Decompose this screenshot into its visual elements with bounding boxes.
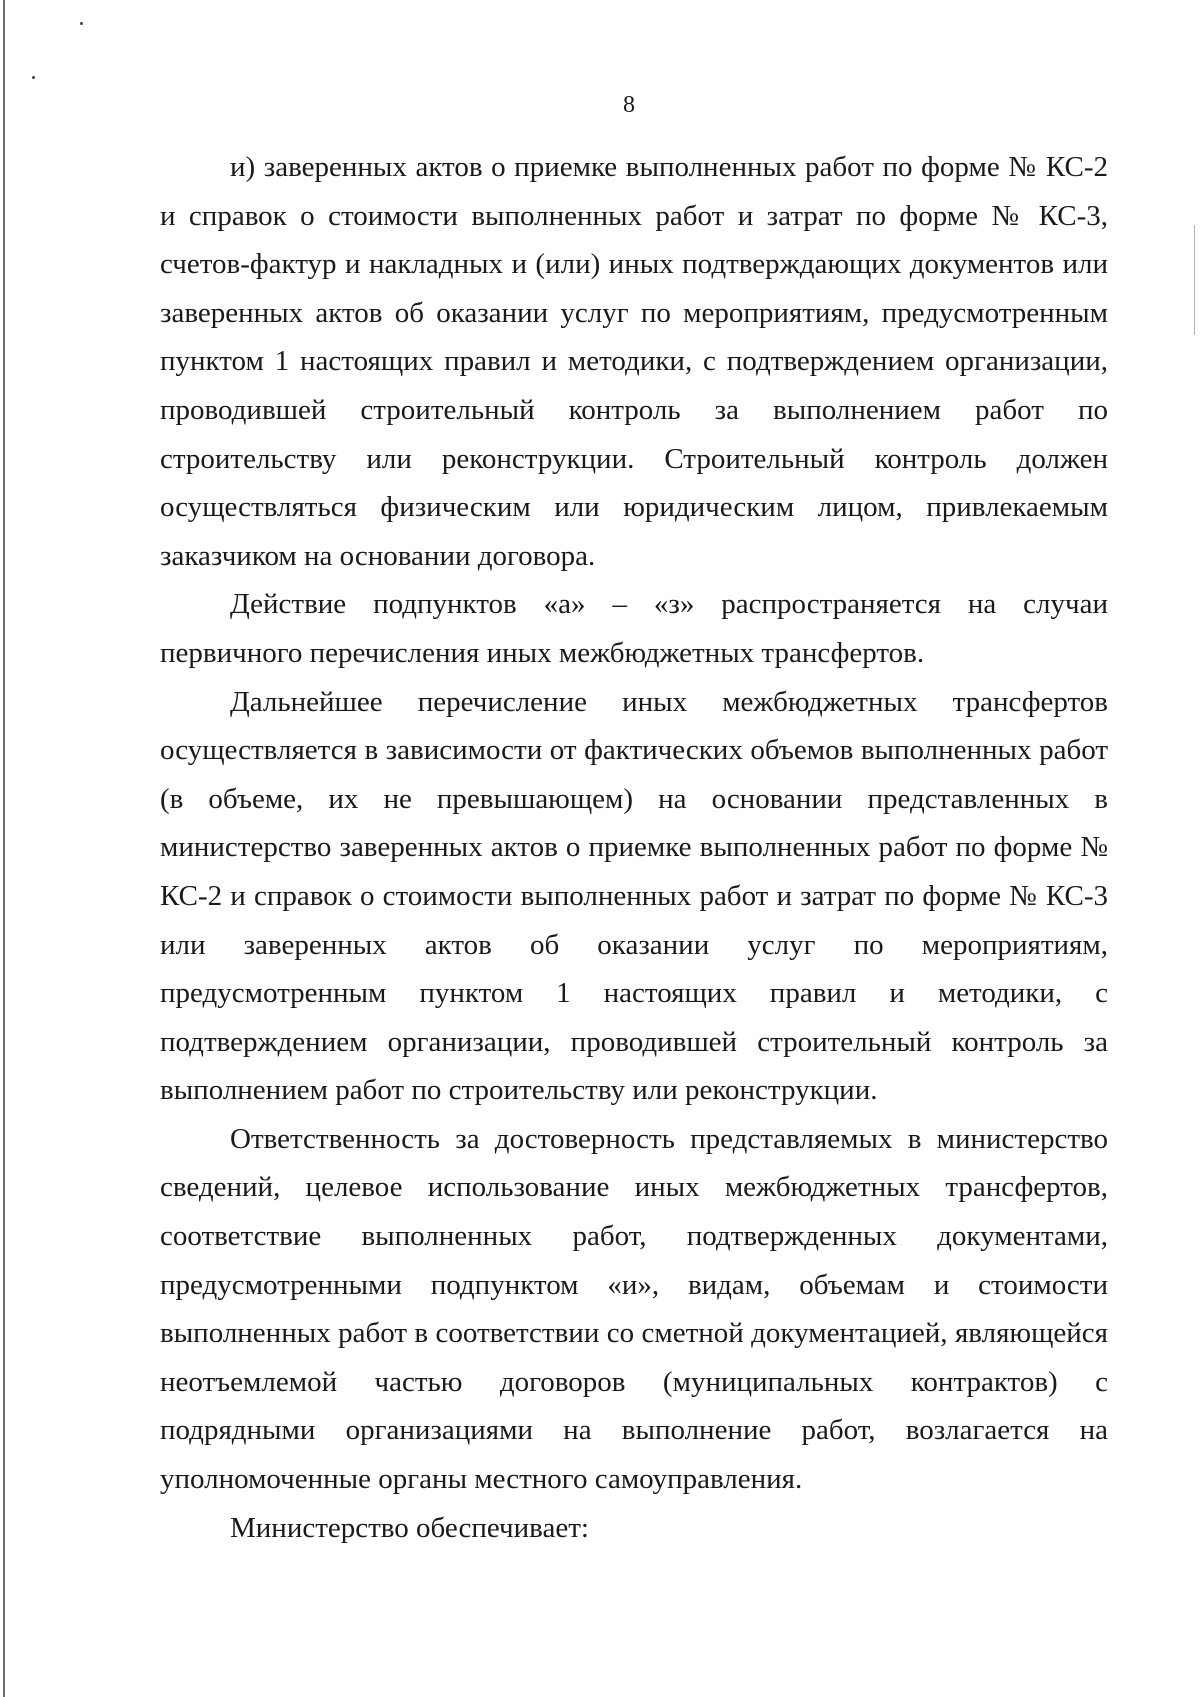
paragraph: Министерство обеспечивает: [230, 1511, 589, 1544]
scan-speck [80, 22, 83, 25]
page-number: 8 [623, 92, 635, 118]
paragraph: и) заверенных актов о приемке выполненных работ по форме № КС-2 и справок о стоимости выполненных работ и затрат по форме № КС-3, счетов-фактур и накладных и (или) иных подтверждающих документов или заверенных актов об оказании услуг по мероприятиям, предусмотренным пунктом 1 настоящих правил и методики, с подтверждением организации, проводившей строительный контроль за выполнением работ по строительству или реконструкции. Строительный контроль должен осуществляться физическим или юридическим лицом, привлекаемым заказчиком на основании договора. [160, 151, 1108, 572]
scan-edge-left [3, 0, 5, 1697]
scan-edge-right [1194, 225, 1195, 335]
scan-speck [32, 76, 35, 79]
paragraph: Ответственность за достоверность представляемых в министерство сведений, целевое использование иных межбюджетных трансфертов, соответствие выполненных работ, подтвержденных документами, предусмотренными подпунктом «и», видам, объемам и стоимости выполненных работ в соответствии со сметной документацией, являющейся неотъемлемой частью договоров (муниципальных контрактов) с подрядными организациями на выполнение работ, возлагается на уполномоченные органы местного самоуправления. [160, 1122, 1108, 1496]
paragraph: Действие подпунктов «а» – «з» распространяется на случаи первичного перечисления иных межбюджетных трансфертов. [160, 588, 1108, 669]
paragraph: Дальнейшее перечисление иных межбюджетных трансфертов осуществляется в зависимости от фактических объемов выполненных работ (в объеме, их не превышающем) на основании представленных в министерство заверенных актов о приемке выполненных работ по форме № КС-2 и справок о стоимости выполненных работ и затрат по форме № КС-3 или заверенных актов об оказании услуг по мероприятиям, предусмотренным пунктом 1 настоящих правил и методики, с подтверждением организации, проводившей строительный контроль за выполнением работ по строительству или реконструкции. [160, 685, 1108, 1107]
body-text [160, 143, 1108, 1552]
